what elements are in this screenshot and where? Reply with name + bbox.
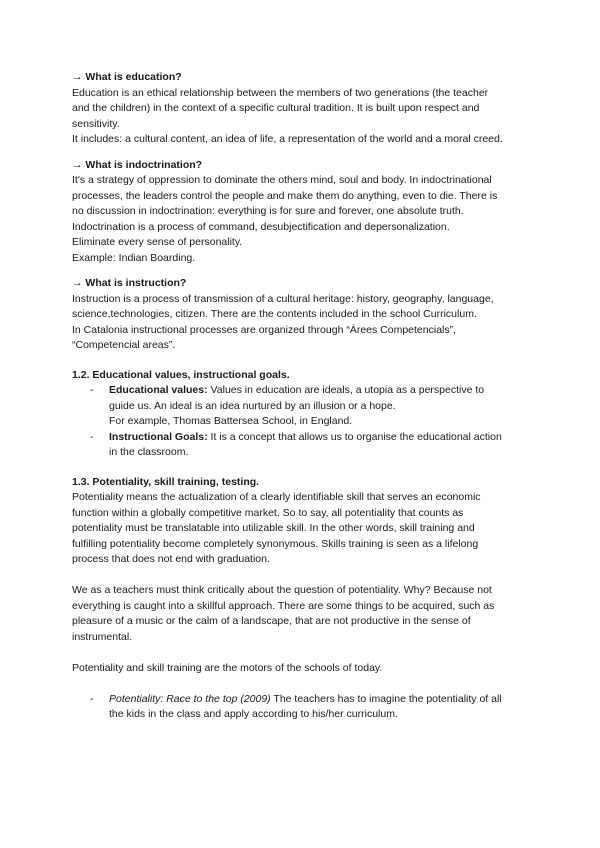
- list-item-continuation: in the classroom.: [109, 446, 189, 458]
- paragraph-line: In Catalonia instructional processes are organized through “Àrees Competencials”,: [72, 323, 457, 336]
- paragraph-line: sensitivity.: [72, 117, 120, 130]
- list-item: [72, 692, 542, 708]
- term-educational-values: Educational values:: [109, 384, 208, 396]
- paragraph-line: everything is caught into a skillful approach. There are some things to be acquired, such as: [72, 599, 495, 612]
- paragraph-line: and the children) in the context of a specific cultural tradition. It is built upon respect and: [72, 102, 480, 114]
- list-item-text: Values in education are ideals, a utopia as a perspective to: [207, 384, 485, 396]
- list-item: [72, 430, 542, 446]
- heading-potentiality: 1.3. Potentiality, skill training, testing.: [72, 475, 260, 488]
- bullet-dash: -: [90, 692, 94, 705]
- paragraph-line: no discussion in indoctrination: everything is for sure and forever, one absolute truth.: [72, 205, 464, 217]
- paragraph-line: instrumental.: [72, 630, 133, 643]
- paragraph-line: We as a teachers must think critically about the question of potentiality. Why? Because not: [72, 584, 492, 596]
- paragraph-line: processes, the leaders control the people and make them do anything, even to die. There is: [72, 189, 498, 202]
- term-race-to-the-top: Potentiality: Race to the top (2009): [109, 692, 271, 705]
- heading-what-is-instruction: → What is instruction?: [72, 277, 187, 289]
- paragraph-line: Education is an ethical relationship between the members of two generations (the teacher: [72, 86, 489, 99]
- paragraph-line: It includes: a cultural content, an idea of life, a representation of the world and a moral creed.: [72, 133, 503, 145]
- paragraph-line: science,technologies, citizen. There are the contents included in the school Curriculum.: [72, 308, 477, 320]
- paragraph-line: Example: Indian Boarding.: [72, 251, 196, 264]
- list-item-continuation: the kids in the class and apply according to his/her curriculum.: [109, 708, 398, 720]
- paragraph-line: potentiality must be translatable into utilizable skill. In the other words, skill training and: [72, 522, 475, 534]
- paragraph-line: Indoctrination is a process of command, desubjectification and depersonalization.: [72, 220, 450, 233]
- paragraph-line: Instruction is a process of transmission of a cultural heritage: history, geography, language,: [72, 292, 494, 305]
- paragraph-line: pleasure of a music or the calm of a landscape, that are not productive in the sense of: [72, 615, 471, 627]
- bullet-dash: -: [90, 430, 94, 443]
- list-item-continuation: guide us. An ideal is an idea nurtured by an illusion or a hope.: [109, 399, 396, 412]
- document-page: [72, 70, 542, 723]
- heading-what-is-indoctrination: → What is indoctrination?: [72, 158, 203, 171]
- paragraph-line: Potentiality means the actualization of a clearly identifiable skill that serves an economic: [72, 491, 481, 503]
- paragraph-line: It's a strategy of oppression to dominate the others mind, soul and body. In indoctrinational: [72, 174, 492, 186]
- paragraph-line: function within a globally competitive market. So to say, all potentiality that counts as: [72, 506, 464, 519]
- list-item-text: The teachers has to imagine the potentiality of all: [270, 692, 502, 705]
- term-instructional-goals: Instructional Goals:: [109, 430, 208, 443]
- heading-what-is-education: → What is education?: [72, 71, 182, 83]
- paragraph-line: Potentiality and skill training are the motors of the schools of today.: [72, 661, 383, 674]
- paragraph-line: “Competencial areas”.: [72, 339, 176, 351]
- paragraph-line: process that does not end with graduation.: [72, 553, 270, 565]
- paragraph-line: Eliminate every sense of personality.: [72, 236, 243, 248]
- list-item-example: For example, Thomas Battersea School, in England.: [109, 415, 353, 427]
- heading-educational-values: 1.2. Educational values, instructional goals.: [72, 368, 290, 381]
- list-item: [72, 383, 542, 399]
- bullet-dash: -: [90, 384, 94, 396]
- list-item-text: It is a concept that allows us to organise the educational action: [207, 430, 502, 443]
- paragraph-line: fulfilling potentiality become completely synonymous. Skills training is seen as a lifelong: [72, 537, 479, 550]
